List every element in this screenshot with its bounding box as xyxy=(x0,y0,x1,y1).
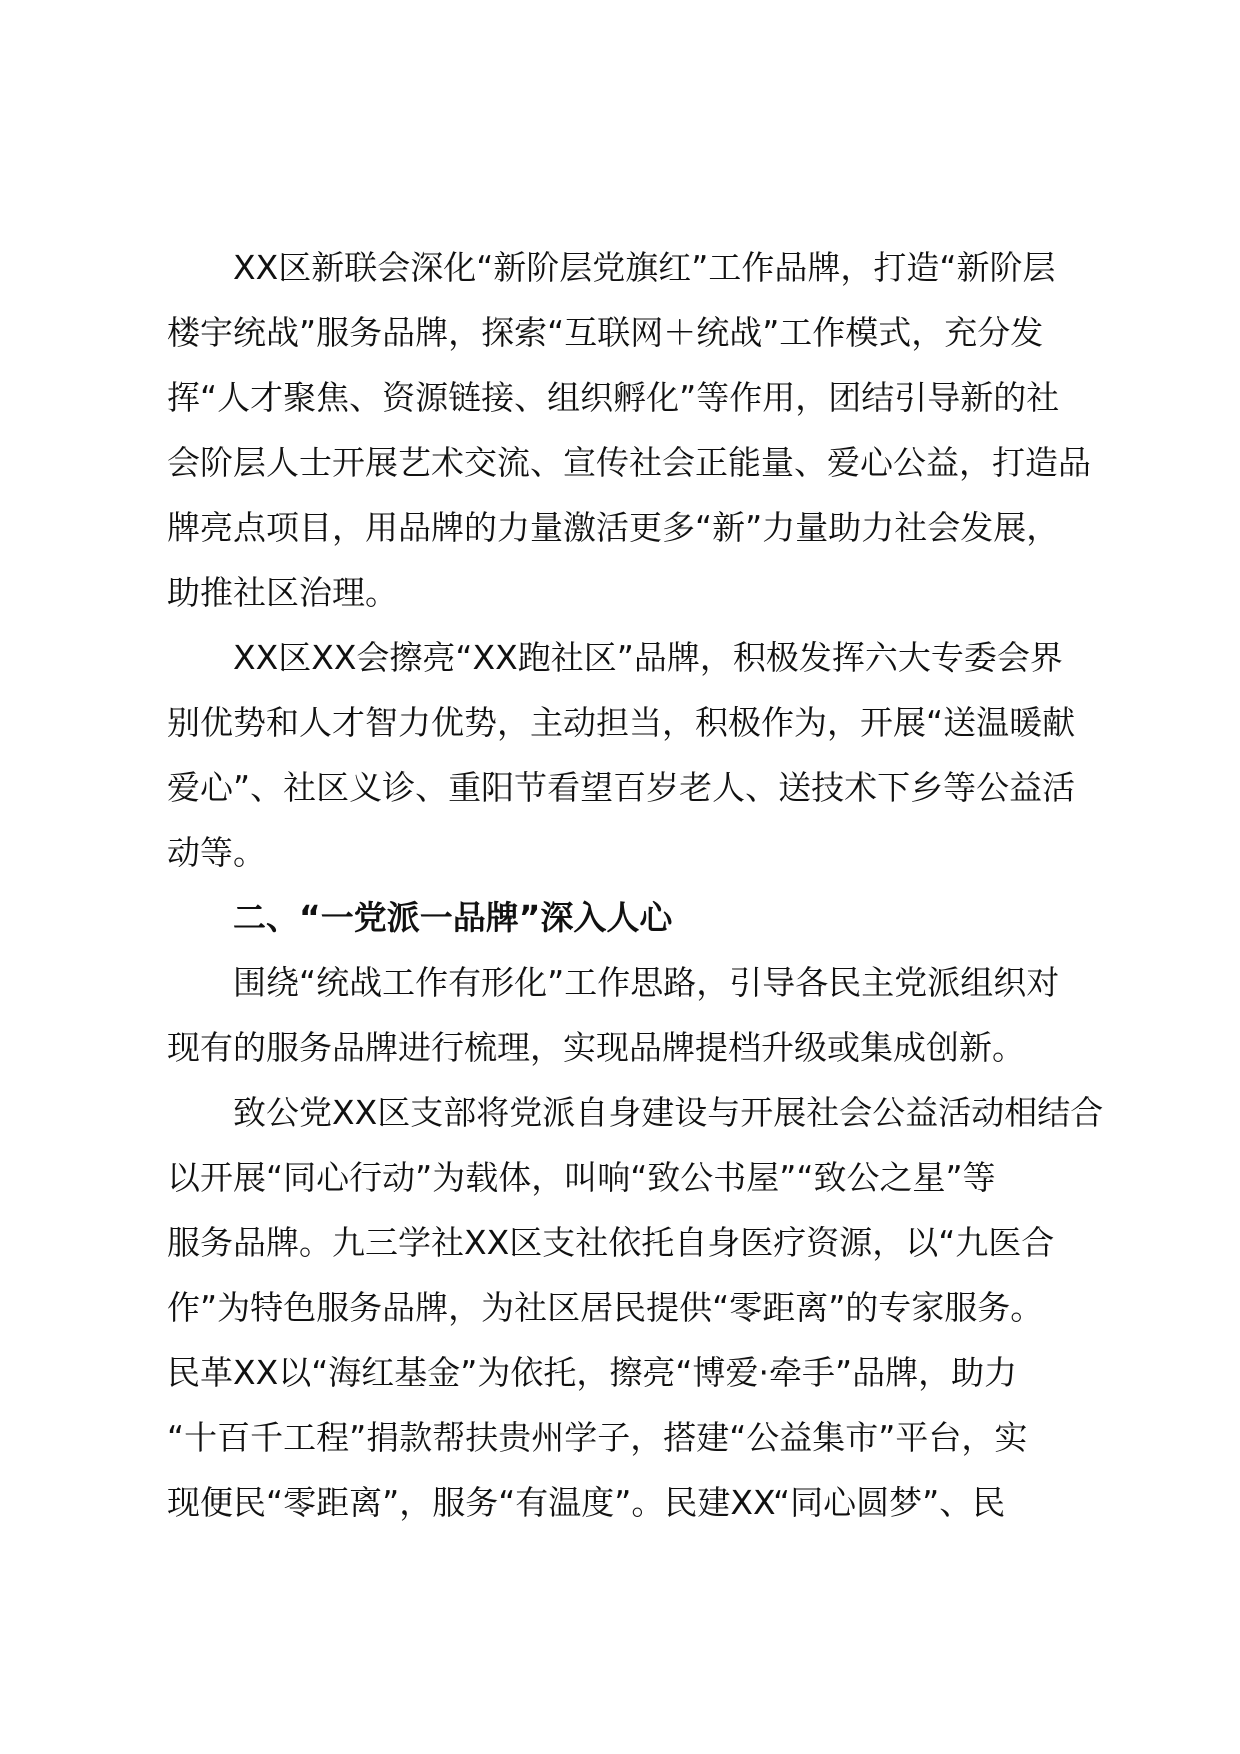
text-line: 别优势和人才智力优势，主动担当，积极作为，开展“送温暖献 xyxy=(167,703,1076,742)
text-line: 围绕“统战工作有形化”工作思路，引导各民主党派组织对 xyxy=(233,963,1060,1002)
text-line: 牌亮点项目，用品牌的力量激活更多“新”力量助力社会发展， xyxy=(167,508,1060,547)
paragraph-party-brand-intro xyxy=(167,950,1117,1080)
paragraph-party-branches xyxy=(167,1080,1117,1535)
text-line: XX区新联会深化“新阶层党旗红”工作品牌，打造“新阶层 xyxy=(233,248,1056,287)
text-line: 致公党XX区支部将党派自身建设与开展社会公益活动相结合 xyxy=(233,1093,1104,1132)
text-line: 挥“人才聚焦、资源链接、组织孵化”等作用，团结引导新的社 xyxy=(167,378,1060,417)
text-line: 会阶层人士开展艺术交流、宣传社会正能量、爱心公益，打造品 xyxy=(167,443,1091,482)
text-line: 服务品牌。九三学社XX区支社依托自身医疗资源，以“九医合 xyxy=(167,1223,1055,1262)
text-line: 以开展“同心行动”为载体，叫响“致公书屋”“致公之星”等 xyxy=(167,1158,996,1197)
section-heading xyxy=(167,885,1117,950)
text-line: “十百千工程”捐款帮扶贵州学子，搭建“公益集市”平台，实 xyxy=(167,1418,1028,1457)
text-line: 现有的服务品牌进行梳理，实现品牌提档升级或集成创新。 xyxy=(167,1028,1025,1067)
text-line: 现便民“零距离”，服务“有温度”。民建XX“同心圆梦”、民 xyxy=(167,1483,1006,1522)
section-heading-text: 二、“一党派一品牌”深入人心 xyxy=(233,898,673,937)
text-line: 爱心”、社区义诊、重阳节看望百岁老人、送技术下乡等公益活 xyxy=(167,768,1076,807)
text-line: XX区XX会擦亮“XX跑社区”品牌，积极发挥六大专委会界 xyxy=(233,638,1063,677)
document-page xyxy=(167,235,1117,1535)
text-line: 助推社区治理。 xyxy=(167,573,398,612)
text-line: 动等。 xyxy=(167,833,266,872)
text-line: 楼宇统战”服务品牌，探索“互联网＋统战”工作模式，充分发 xyxy=(167,313,1044,352)
paragraph-new-class-association xyxy=(167,235,1117,625)
paragraph-community-brand xyxy=(167,625,1117,885)
text-line: 民革XX以“海红基金”为依托，擦亮“博爱·牵手”品牌，助力 xyxy=(167,1353,1018,1392)
text-line: 作”为特色服务品牌，为社区居民提供“零距离”的专家服务。 xyxy=(167,1288,1044,1327)
